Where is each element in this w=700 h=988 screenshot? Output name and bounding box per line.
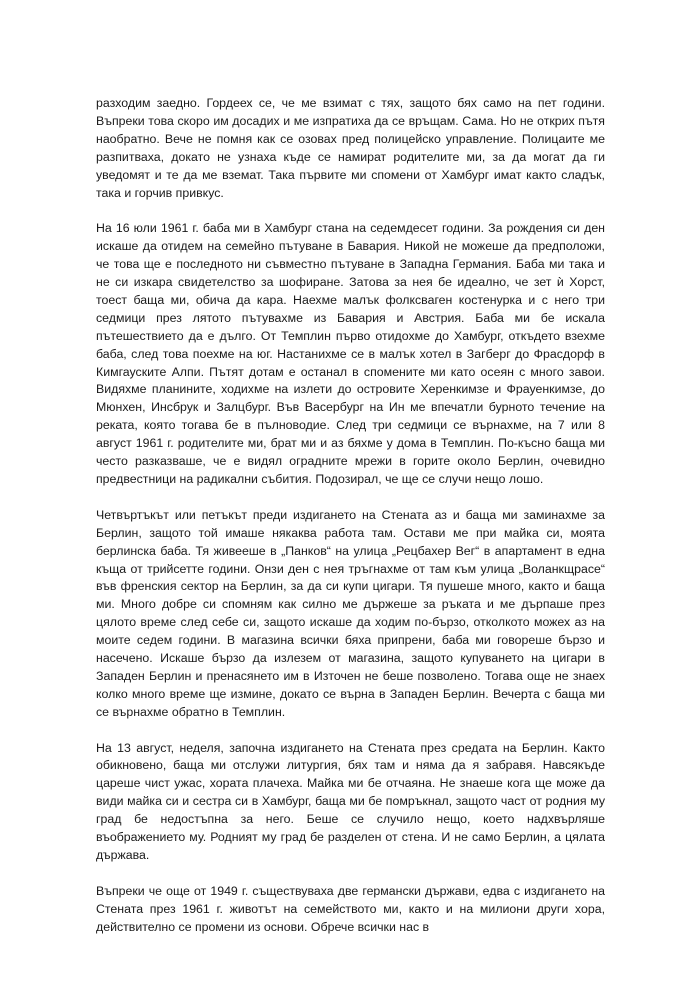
paragraph-5: Въпреки че още от 1949 г. съществуваха две германски държави, едва с издигането на Стената през 1961 г. животът на семейството ми, както и на милиони други хора, действително се промени из основи. Обрече всички нас в — [96, 883, 605, 934]
paragraph-4: На 13 август, неделя, започна издигането на Стената през средата на Берлин. Както обикновено, баща ми отслужи литургия, бях там и няма да я забравя. Навсякъде цареше чист ужас, хората плачеха. Майка ми бе отчаяна. Не знаеше кога ще може да види майка си и сестра си в Хамбург, баща ми бе помръкнал, защото част от родния му град бе недостъпна за него. Беше се случило нещо, което надхвърляше въображението му. Родният му град бе разделен от стена. И не само Берлин, а цялата държава. — [96, 740, 605, 863]
paragraph-2: На 16 юли 1961 г. баба ми в Хамбург стана на седемдесет години. За рождения си ден искаше да отидем на семейно пътуване в Бавария. Никой не можеше да предположи, че това ще е последното ни съвместно пътуване в Западна Германия. Баба ми така и не си изкара свидетелство за шофиране. Затова за нея бе идеално, че зет ѝ Хорст, тоест баща ми, обича да кара. Наехме малък фолксваген костенурка и с него три седмици през лятото пътувахме из Бавария и Австрия. Баба ми бе искала пътешествието да е дълго. От Темплин първо отидохме до Хамбург, откъдето взехме баба, след това поехме на юг. Настанихме се в малък хотел в Загберг до Фрасдорф в Кимгауските Алпи. Пътят дотам е останал в спомените ми като осеян с много завои. Видяхме планините, ходихме на излети до островите Херенкимзе и Фрауенкимзе, до Мюнхен, Инсбрук и Залцбург. Във Васербург на Ин ме впечатли бурното течение на реката, която тогава бе в пълноводие. След три седмици се върнахме, на 7 или 8 август 1961 г. родителите ми, брат ми и аз бяхме у дома в Темплин. По-късно баща ми често разказваше, че е видял оградните мрежи в горите около Берлин, очевидно предвестници на радикални събития. Подозирал, че ще се случи нещо лошо. — [96, 221, 605, 487]
paragraph-1: разходим заедно. Гордеех се, че ме взимат с тях, защото бях само на пет години. Въпреки това скоро им досадих и ме изпратиха да се връщам. Сама. Но не открих пътя наобратно. Вече не помня как се озовах пред полицейско управление. Полицаите ме разпитваха, докато не узнаха къде се намират родителите ми, за да могат да ги уведомят и те да ме вземат. Така първите ми спомени от Хамбург имат както сладък, така и горчив привкус. — [96, 96, 605, 200]
paragraph-3: Четвъртъкът или петъкът преди издигането на Стената аз и баща ми заминахме за Берлин, защото той имаше някаква работа там. Остави ме при майка си, моята берлинска баба. Тя живееше в „Панков“ на улица „Рецбахер Вег“ в апартамент в една къща от трийсетте години. Онзи ден с нея тръгнахме от там към улица „Воланкщрасе“ във френския сектор на Берлин, за да си купи цигари. Тя пушеше много, както и баща ми. Много добре си спомням как силно ме държеше за ръката и ме дърпаше през цялото време след себе си, защото искаше да ходим по-бързо, отколкото можех аз на моите седем години. В магазина всички бяха припрени, баба ми говореше бързо и насечено. Искаше бързо да излезем от магазина, защото купуването на цигари в Западен Берлин и пренасянето им в Източен не беше позволено. Тогава още не знаех колко много време ще измине, докато се върна в Западен Берлин. Вечерта с баща ми се върнахме обратно в Темплин. — [96, 507, 605, 719]
document-page — [96, 95, 605, 937]
